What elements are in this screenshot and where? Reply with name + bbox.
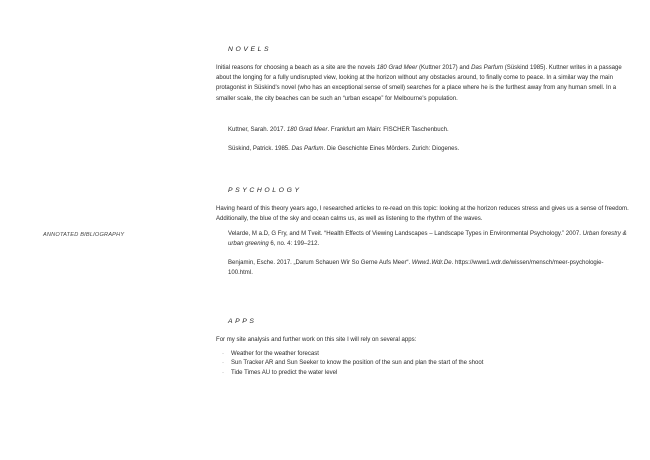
apps-intro: For my site analysis and further work on this site I will rely on several apps: [216, 337, 417, 343]
novels-paragraph-italic-2: Das Parfum [471, 65, 504, 71]
novels-paragraph-text-2: (Kuttner 2017) and [417, 65, 472, 71]
novels-paragraph-italic-1: 180 Grad Meer [376, 65, 418, 71]
reference-title: Urban forestry & urban greening [228, 231, 627, 248]
reference-text: 6, no. 4: 199–212. [268, 241, 320, 248]
reference-title: Www1.Wdr.De [411, 260, 452, 266]
psychology-reference [228, 258, 628, 278]
reference-text: . Frankfurt am Main: FISCHER Taschenbuch. [327, 127, 449, 133]
novels-reference [228, 125, 628, 135]
heading-apps: APPS [228, 318, 257, 325]
bullet-icon: · [222, 351, 225, 357]
novels-reference [228, 144, 628, 154]
reference-text: . https://www1.wdr.de/wissen/mensch/meer-psychologie-100.html. [228, 260, 604, 277]
side-label-annotated-bibliography: ANNOTATED BIBLIOGRAPHY [43, 232, 125, 238]
novels-paragraph-text-1: Initial reasons for choosing a beach as a site are the novels [216, 65, 377, 71]
app-item-label: Weather for the weather forecast [231, 351, 319, 357]
reference-text: Kuttner, Sarah. 2017. [228, 127, 287, 133]
bullet-icon: · [222, 360, 225, 367]
bullet-icon: · [222, 369, 225, 376]
apps-list [222, 350, 483, 378]
reference-title: 180 Grad Meer [286, 127, 328, 133]
app-item-label: Tide Times AU to predict the water level [231, 369, 338, 376]
list-item [222, 359, 483, 368]
reference-text: Velarde, M a.D, G Fry, and M Tveit. “Health Effects of Viewing Landscapes – Landscape Types in Environmental Psychology.” 2007. [228, 231, 583, 237]
list-item [222, 350, 483, 359]
reference-text: Benjamin, Esche. 2017. „Darum Schauen Wir So Gerne Aufs Meer“. [228, 260, 412, 266]
heading-novels: NOVELS [228, 46, 272, 53]
psychology-reference [228, 229, 628, 249]
list-item [222, 369, 483, 378]
heading-psychology: PSYCHOLOGY [228, 187, 302, 194]
app-item-label: Sun Tracker AR and Sun Seeker to know the position of the sun and plan the start of the shoot [231, 360, 484, 367]
reference-text: . Die Geschichte Eines Mörders. Zurich: Diogenes. [323, 146, 460, 152]
novels-paragraph [216, 63, 630, 104]
reference-text: Süskind, Patrick. 1985. [228, 146, 292, 152]
reference-title: Das Parfum [291, 146, 324, 152]
psychology-paragraph: Having heard of this theory years ago, I researched articles to re-read on this topic: looking at the horizon reduces stress and gives us a sense of freedom. Additionally, the blue of the sky and ocean calms us, as well as listening to the rhythm of the waves. [216, 206, 629, 223]
novels-paragraph-text-3: (Süskind 1985). Kuttner writes in a passage about the longing for a fully undisrupted view, looking at the horizon without any obstacles around, to finally come to peace. In a similar way the main protagonist in Süskind's novel (who has an exceptional sense of smell) searches for a place where he is the furthest away from any human smell. In a smaller scale, the city beaches can be such an “urban escape” for Melbourne's population. [216, 65, 622, 102]
